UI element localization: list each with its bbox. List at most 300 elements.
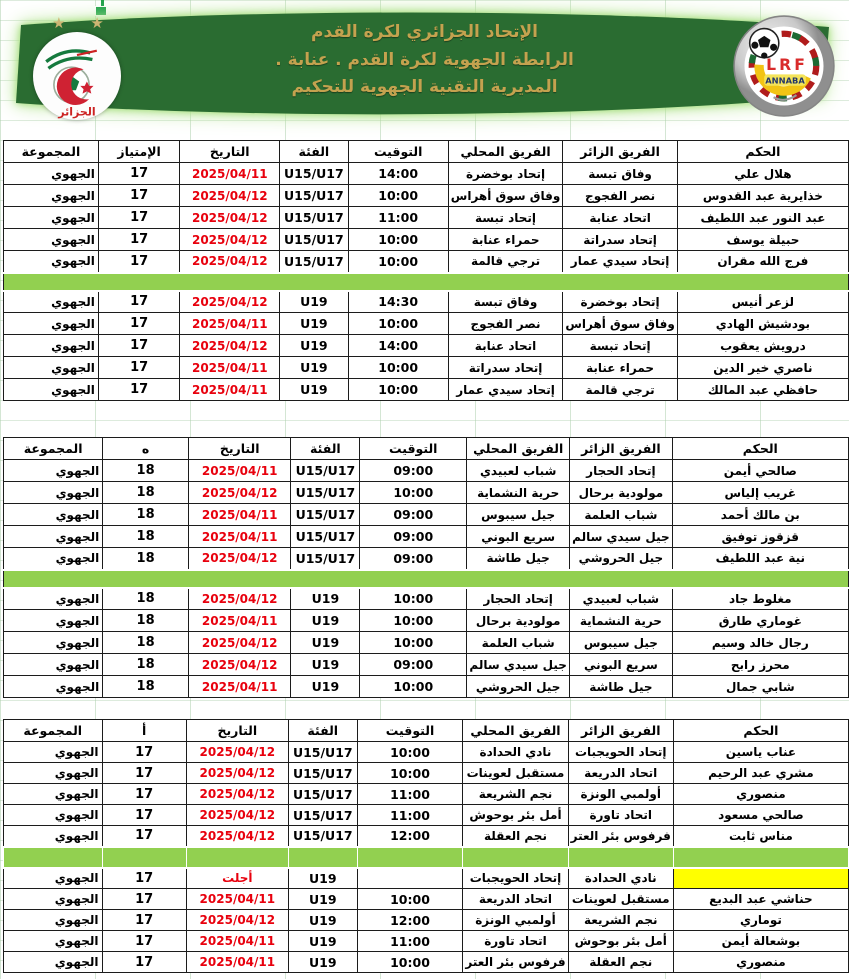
cell-category: U19 — [280, 357, 348, 379]
cell-group: الجهوي — [4, 526, 103, 548]
cell-referee: قزقوز توفيق — [672, 526, 848, 548]
cell-home: حرية النشماية — [467, 482, 570, 504]
cell-date: 2025/04/12 — [186, 784, 288, 805]
column-header-time: التوقيت — [360, 438, 467, 460]
cell-date: 2025/04/12 — [188, 482, 291, 504]
column-header-away: الفريق الزائر — [570, 438, 672, 460]
match-row — [4, 632, 849, 654]
cell-date: 2025/04/11 — [180, 379, 280, 401]
cell-time: 10:00 — [348, 379, 448, 401]
cell-home: ترجي قالمة — [448, 251, 563, 273]
cell-category: U15/U17 — [280, 229, 348, 251]
cell-time: 10:00 — [348, 185, 448, 207]
faf-stars: ★ ★ — [52, 14, 114, 32]
cell-home: اتحاد عنابة — [448, 335, 563, 357]
cell-away: جيل سيدي سالم — [570, 526, 672, 548]
cell-group: الجهوي — [4, 610, 103, 632]
cell-time: 10:00 — [348, 313, 448, 335]
separator-cell — [102, 847, 186, 868]
category-separator-row — [4, 570, 849, 588]
cell-away: شباب لعبيدي — [570, 588, 672, 610]
column-header-home: الفريق المحلي — [467, 438, 570, 460]
cell-home: إتحاد بوخضرة — [448, 163, 563, 185]
cell-date: 2025/04/12 — [180, 335, 280, 357]
column-header-row — [4, 438, 849, 460]
cell-privilege: 18 — [103, 526, 189, 548]
cell-date: أجلت — [186, 868, 288, 889]
match-row — [4, 805, 849, 826]
cell-home: إتحاد الحجار — [467, 588, 570, 610]
cell-home: مستقبل لعوينات — [463, 763, 568, 784]
cell-date: 2025/04/11 — [180, 313, 280, 335]
cell-category: U19 — [280, 291, 348, 313]
cell-away: أمل بئر بوحوش — [568, 931, 673, 952]
cell-referee: حناشي عبد البديع — [673, 889, 848, 910]
cell-date: 2025/04/11 — [180, 357, 280, 379]
cell-category: U19 — [280, 335, 348, 357]
cell-home: حمراء عنابة — [448, 229, 563, 251]
cell-group: الجهوي — [4, 805, 103, 826]
cell-group: الجهوي — [4, 588, 103, 610]
cell-time: 09:00 — [360, 504, 467, 526]
cell-time: 10:00 — [348, 357, 448, 379]
cell-referee: حبيلة يوسف — [677, 229, 848, 251]
cell-home: شباب العلمة — [467, 632, 570, 654]
cell-date: 2025/04/11 — [180, 163, 280, 185]
cell-home: أمل بئر بوحوش — [463, 805, 568, 826]
cell-away: مستقبل لعوينات — [568, 889, 673, 910]
cell-category: U15/U17 — [288, 763, 357, 784]
cell-home: نجم العقلة — [463, 826, 568, 847]
cell-referee: عبد النور عبد اللطيف — [677, 207, 848, 229]
cell-home: اتحاد تاورة — [463, 931, 568, 952]
cell-category: U19 — [291, 676, 360, 698]
column-header-privilege: أ — [102, 720, 186, 742]
cell-referee: مغلوط جاد — [672, 588, 848, 610]
cell-referee: لزعر أنيس — [677, 291, 848, 313]
column-header-row — [4, 141, 849, 163]
cell-away: جيل سيبوس — [570, 632, 672, 654]
cell-referee: غوماري طارق — [672, 610, 848, 632]
faf-algeria-logo — [21, 12, 131, 120]
match-row — [4, 251, 849, 273]
cell-privilege: 17 — [102, 826, 186, 847]
separator-cell — [357, 847, 463, 868]
cell-privilege: 18 — [103, 460, 189, 482]
cell-privilege: 17 — [102, 868, 186, 889]
column-header-away: الفريق الزائر — [568, 720, 673, 742]
separator-bar — [4, 570, 849, 588]
cell-group: الجهوي — [4, 654, 103, 676]
cell-group: الجهوي — [4, 742, 103, 763]
cell-group: الجهوي — [4, 207, 99, 229]
cell-date: 2025/04/11 — [186, 952, 288, 973]
column-header-row — [4, 720, 849, 742]
cell-group: الجهوي — [4, 482, 103, 504]
cell-away: وفاق تبسة — [563, 163, 678, 185]
cell-privilege: 18 — [103, 482, 189, 504]
cell-home: إتحاد الحويجبات — [463, 868, 568, 889]
match-row — [4, 313, 849, 335]
title-directorate: المديرية التقنية الجهوية للتحكيم — [291, 77, 558, 98]
cell-category: U15/U17 — [280, 185, 348, 207]
cell-date: 2025/04/11 — [186, 889, 288, 910]
cell-time: 10:00 — [360, 482, 467, 504]
cell-date: 2025/04/11 — [188, 610, 291, 632]
cell-referee: منصوري — [673, 784, 848, 805]
cell-time: 10:00 — [348, 251, 448, 273]
cell-home: اتحاد الدريعة — [463, 889, 568, 910]
cell-group: الجهوي — [4, 251, 99, 273]
cell-home: أولمبي الونزة — [463, 910, 568, 931]
cell-group: الجهوي — [4, 784, 103, 805]
cell-group: الجهوي — [4, 763, 103, 784]
cell-group: الجهوي — [4, 910, 103, 931]
match-row — [4, 588, 849, 610]
cell-privilege: 17 — [98, 335, 180, 357]
cell-home: جيل سيبوس — [467, 504, 570, 526]
cell-home: إتحاد تبسة — [448, 207, 563, 229]
separator-cell — [673, 847, 848, 868]
cell-date: 2025/04/12 — [188, 654, 291, 676]
cell-group: الجهوي — [4, 952, 103, 973]
cell-referee: شابي جمال — [672, 676, 848, 698]
cell-time: 11:00 — [357, 805, 463, 826]
cell-home: شباب لعبيدي — [467, 460, 570, 482]
column-header-date: التاريخ — [188, 438, 291, 460]
cell-time: 10:00 — [360, 676, 467, 698]
match-row — [4, 742, 849, 763]
cell-time: 10:00 — [357, 742, 463, 763]
cell-referee: محرز رابح — [672, 654, 848, 676]
cell-referee: مناس ثابت — [673, 826, 848, 847]
cell-time: 09:00 — [360, 526, 467, 548]
cell-time: 10:00 — [360, 588, 467, 610]
cell-group: الجهوي — [4, 676, 103, 698]
cell-privilege: 17 — [98, 357, 180, 379]
cell-time: 10:00 — [357, 889, 463, 910]
cell-referee: بوشعالة أيمن — [673, 931, 848, 952]
cell-away: ترجي قالمة — [563, 379, 678, 401]
column-header-group: المجموعة — [4, 720, 103, 742]
cell-time: 11:00 — [357, 784, 463, 805]
cell-referee: درويش يعقوب — [677, 335, 848, 357]
cell-home: وفاق سوق أهراس — [448, 185, 563, 207]
cell-group: الجهوي — [4, 460, 103, 482]
cell-away: شباب العلمة — [570, 504, 672, 526]
cell-time: 11:00 — [357, 931, 463, 952]
match-row — [4, 763, 849, 784]
matches-table-group-3 — [3, 719, 849, 973]
match-row — [4, 826, 849, 847]
cell-group: الجهوي — [4, 185, 99, 207]
cell-group: الجهوي — [4, 313, 99, 335]
cell-date: 2025/04/11 — [188, 460, 291, 482]
cell-privilege: 17 — [98, 313, 180, 335]
column-header-time: التوقيت — [348, 141, 448, 163]
match-row — [4, 931, 849, 952]
match-row — [4, 185, 849, 207]
cell-category: U15/U17 — [291, 548, 360, 570]
cell-date: 2025/04/11 — [188, 676, 291, 698]
cell-home: وفاق تبسة — [448, 291, 563, 313]
cell-away: اتحاد تاورة — [568, 805, 673, 826]
cell-time: 09:00 — [360, 460, 467, 482]
match-row — [4, 357, 849, 379]
cell-home: إتحاد سيدي عمار — [448, 379, 563, 401]
cell-category: U15/U17 — [288, 784, 357, 805]
cell-date: 2025/04/12 — [186, 763, 288, 784]
cell-referee: توماري — [673, 910, 848, 931]
cell-away: اتحاد عنابة — [563, 207, 678, 229]
cell-away: حمراء عنابة — [563, 357, 678, 379]
cell-referee: حافظي عبد المالك — [677, 379, 848, 401]
cell-date: 2025/04/12 — [188, 632, 291, 654]
cell-group: الجهوي — [4, 357, 99, 379]
cell-category: U19 — [291, 654, 360, 676]
match-row — [4, 482, 849, 504]
cell-referee: فرج الله مقران — [677, 251, 848, 273]
lrf-city: ANNABA — [765, 75, 805, 86]
cell-away: إتحاد سدراتة — [563, 229, 678, 251]
cell-group: الجهوي — [4, 548, 103, 570]
cell-privilege: 17 — [98, 185, 180, 207]
cell-group: الجهوي — [4, 504, 103, 526]
cell-date: 2025/04/12 — [180, 291, 280, 313]
cell-group: الجهوي — [4, 632, 103, 654]
category-separator-row — [4, 273, 849, 291]
cell-category: U15/U17 — [291, 504, 360, 526]
cell-referee: صالحي أيمن — [672, 460, 848, 482]
cell-home: سريع البوني — [467, 526, 570, 548]
cell-date: 2025/04/12 — [188, 588, 291, 610]
cell-privilege: 18 — [103, 588, 189, 610]
cell-privilege: 18 — [103, 504, 189, 526]
separator-cell — [186, 847, 288, 868]
cell-time: 09:00 — [360, 654, 467, 676]
separator-cell — [288, 847, 357, 868]
cell-home: نصر الفجوج — [448, 313, 563, 335]
column-header-time: التوقيت — [357, 720, 463, 742]
match-row — [4, 460, 849, 482]
cell-home: نادي الحدادة — [463, 742, 568, 763]
cell-home: فرفوس بئر العتر — [463, 952, 568, 973]
column-header-referee: الحكم — [677, 141, 848, 163]
cell-date: 2025/04/12 — [186, 826, 288, 847]
cell-privilege: 18 — [103, 610, 189, 632]
cell-category: U15/U17 — [288, 826, 357, 847]
column-header-group: المجموعة — [4, 141, 99, 163]
column-header-home: الفريق المحلي — [463, 720, 568, 742]
cell-group: الجهوي — [4, 229, 99, 251]
cell-away: حرية النشماية — [570, 610, 672, 632]
match-row — [4, 291, 849, 313]
cell-away: جيل الحروشي — [570, 548, 672, 570]
cell-away: نجم الشريعة — [568, 910, 673, 931]
cell-time: 14:30 — [348, 291, 448, 313]
cell-date: 2025/04/12 — [186, 805, 288, 826]
lrf-annaba-logo — [732, 14, 836, 118]
cell-time — [357, 868, 463, 889]
cell-time: 10:00 — [348, 229, 448, 251]
cell-date: 2025/04/12 — [180, 207, 280, 229]
column-header-away: الفريق الزائر — [563, 141, 678, 163]
lrf-acronym: LRF — [766, 56, 809, 75]
cell-privilege: 17 — [102, 784, 186, 805]
cell-referee: غريب إلياس — [672, 482, 848, 504]
cell-group: الجهوي — [4, 163, 99, 185]
cell-date: 2025/04/12 — [180, 229, 280, 251]
cell-category: U19 — [288, 910, 357, 931]
cell-group: الجهوي — [4, 335, 99, 357]
column-header-category: الفئة — [291, 438, 360, 460]
cell-privilege: 17 — [102, 952, 186, 973]
match-row — [4, 379, 849, 401]
cell-group: الجهوي — [4, 868, 103, 889]
match-row — [4, 207, 849, 229]
cell-privilege: 18 — [103, 676, 189, 698]
cell-category: U15/U17 — [280, 163, 348, 185]
header-banner — [5, 6, 844, 120]
cell-group: الجهوي — [4, 291, 99, 313]
column-header-referee: الحكم — [673, 720, 848, 742]
cell-category: U15/U17 — [291, 482, 360, 504]
cell-referee: خذايرية عبد القدوس — [677, 185, 848, 207]
match-row — [4, 654, 849, 676]
cell-date: 2025/04/12 — [188, 548, 291, 570]
cell-referee — [673, 868, 848, 889]
cell-privilege: 18 — [103, 632, 189, 654]
match-row — [4, 784, 849, 805]
cell-time: 14:00 — [348, 335, 448, 357]
cell-category: U15/U17 — [288, 742, 357, 763]
cell-away: إتحاد الحويجبات — [568, 742, 673, 763]
cell-privilege: 17 — [98, 229, 180, 251]
cell-referee: هلال علي — [677, 163, 848, 185]
cell-privilege: 17 — [102, 763, 186, 784]
cell-referee: نية عبد اللطيف — [672, 548, 848, 570]
cell-home: جيل سيدي سالم — [467, 654, 570, 676]
cell-away: إتحاد بوخضرة — [563, 291, 678, 313]
faf-logo-art — [33, 32, 121, 120]
column-header-privilege: الإمتياز — [98, 141, 180, 163]
cell-home: جيل الحروشي — [467, 676, 570, 698]
column-header-date: التاريخ — [180, 141, 280, 163]
cell-privilege: 17 — [102, 742, 186, 763]
title-league: الرابطة الجهوية لكرة القدم . عنابة . — [275, 49, 574, 70]
cell-away: اتحاد الدريعة — [568, 763, 673, 784]
cell-away: سريع البوني — [570, 654, 672, 676]
match-row — [4, 676, 849, 698]
cell-privilege: 17 — [102, 931, 186, 952]
title-federation: الإتحاد الجزائري لكرة القدم — [311, 22, 538, 42]
cell-date: 2025/04/12 — [186, 910, 288, 931]
cell-category: U19 — [280, 379, 348, 401]
cell-home: جيل طاشة — [467, 548, 570, 570]
separator-cell — [4, 847, 103, 868]
cell-group: الجهوي — [4, 826, 103, 847]
cell-privilege: 17 — [102, 910, 186, 931]
cell-away: إتحاد سيدي عمار — [563, 251, 678, 273]
cell-time: 14:00 — [348, 163, 448, 185]
cell-away: نادي الحدادة — [568, 868, 673, 889]
cell-category: U19 — [288, 931, 357, 952]
cell-referee: ناصري خير الدين — [677, 357, 848, 379]
cell-date: 2025/04/11 — [188, 504, 291, 526]
cell-time: 10:00 — [357, 952, 463, 973]
match-row — [4, 335, 849, 357]
separator-cell — [463, 847, 568, 868]
cell-away: جيل طاشة — [570, 676, 672, 698]
column-header-referee: الحكم — [672, 438, 848, 460]
cell-away: نصر الفجوج — [563, 185, 678, 207]
cell-time: 12:00 — [357, 826, 463, 847]
matches-table-group-1 — [3, 140, 849, 401]
match-row — [4, 868, 849, 889]
match-row — [4, 229, 849, 251]
cell-time: 10:00 — [360, 610, 467, 632]
cell-time: 10:00 — [360, 632, 467, 654]
cell-privilege: 17 — [98, 291, 180, 313]
column-header-home: الفريق المحلي — [448, 141, 563, 163]
cell-privilege: 18 — [103, 654, 189, 676]
cell-referee: رجال خالد وسيم — [672, 632, 848, 654]
separator-cell — [568, 847, 673, 868]
cell-date: 2025/04/12 — [180, 251, 280, 273]
cell-privilege: 17 — [98, 207, 180, 229]
cell-date: 2025/04/11 — [186, 931, 288, 952]
cell-home: إتحاد سدراتة — [448, 357, 563, 379]
cell-away: أولمبي الونزة — [568, 784, 673, 805]
cell-category: U15/U17 — [280, 251, 348, 273]
column-header-category: الفئة — [280, 141, 348, 163]
cell-referee: منصوري — [673, 952, 848, 973]
cell-category: U15/U17 — [291, 526, 360, 548]
cell-group: الجهوي — [4, 379, 99, 401]
match-row — [4, 163, 849, 185]
column-header-category: الفئة — [288, 720, 357, 742]
cell-privilege: 17 — [98, 251, 180, 273]
cell-category: U19 — [288, 889, 357, 910]
match-row — [4, 952, 849, 973]
cell-home: مولودية برحال — [467, 610, 570, 632]
cell-referee: عناب ياسين — [673, 742, 848, 763]
match-row — [4, 504, 849, 526]
cell-group: الجهوي — [4, 889, 103, 910]
cell-category: U19 — [291, 610, 360, 632]
cell-away: وفاق سوق أهراس — [563, 313, 678, 335]
matches-table-group-2 — [3, 437, 849, 698]
match-row — [4, 889, 849, 910]
cell-privilege: 17 — [98, 379, 180, 401]
cell-privilege: 17 — [102, 805, 186, 826]
match-row — [4, 548, 849, 570]
cell-privilege: 18 — [103, 548, 189, 570]
cell-category: U15/U17 — [288, 805, 357, 826]
cell-category: U15/U17 — [291, 460, 360, 482]
cell-category: U15/U17 — [280, 207, 348, 229]
separator-bar — [4, 273, 849, 291]
cell-away: إتحاد تبسة — [563, 335, 678, 357]
cell-time: 12:00 — [357, 910, 463, 931]
match-row — [4, 610, 849, 632]
cell-date: 2025/04/12 — [180, 185, 280, 207]
cell-category: U19 — [291, 632, 360, 654]
cell-privilege: 17 — [102, 889, 186, 910]
column-header-privilege: ه — [103, 438, 189, 460]
column-header-date: التاريخ — [186, 720, 288, 742]
cell-time: 11:00 — [348, 207, 448, 229]
